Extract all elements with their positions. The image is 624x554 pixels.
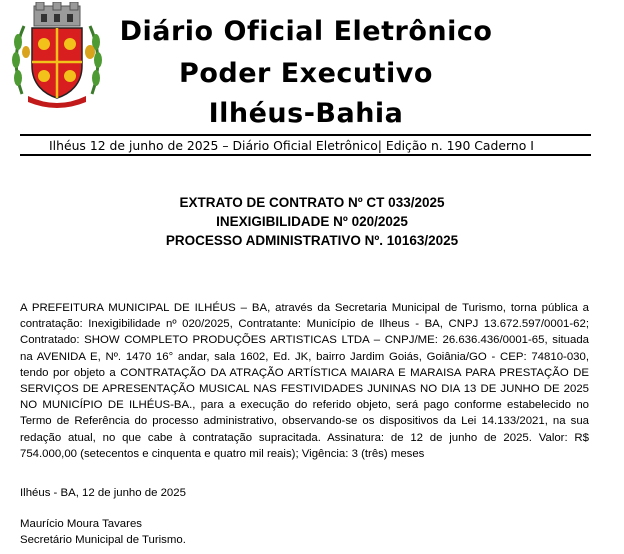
edition-line: Ilhéus 12 de junho de 2025 – Diário Oficial Eletrônico| Edição n. 190 Caderno I xyxy=(49,138,534,153)
gazette-title: Diário Oficial Eletrônico xyxy=(119,16,493,47)
place-date: Ilhéus - BA, 12 de junho de 2025 xyxy=(20,487,186,499)
document-process-number: PROCESSO ADMINISTRATIVO Nº. 10163/2025 xyxy=(165,233,459,248)
signatory-name: Maurício Moura Tavares xyxy=(20,518,142,530)
gazette-subtitle: Poder Executivo xyxy=(179,58,433,89)
header-rule-bottom xyxy=(20,154,591,156)
document-body: A PREFEITURA MUNICIPAL DE ILHÉUS – BA, através da Secretaria Municipal de Turismo, torna pública a contratação: Inexigibilidade nº 020/2025, Contratante: Município de Ilheus - BA, CNPJ 13.672.597/0001-62; Contratado: SHOW COMPLETO PRODUÇÕES ARTISTICAS LTDA – CNPJ/ME: 26.636.436/0001-65, situada na AVENIDA E, Nº. 1470 16° andar, sala 1602, Ed. JK, bairro Jardim Goiás, Goiânia/GO - CEP: 74810-030, tendo por objeto a CONTRATAÇÃO DA ATRAÇÃO ARTÍSTICA MAIARA E MARAISA PARA PRESTAÇÃO DE SERVIÇOS DE APRESENTAÇÃO MUSICAL NAS FESTIVIDADES JUNINAS NO DIA 13 DE JUNHO DE 2025 NO MUNICÍPIO DE ILHÉUS-BA., para a execução do referido objeto, será pago conforme estabelecido no Termo de Referência do processo administrativo, observando-se os dispositivos da Lei 14.133/2021, na sua redação atual, no que cabe à contratação supracitada. Assinatura: de 12 de junho de 2025. Valor: R$ 754.000,00 (setecentos e cinquenta e quatro mil reais); Vigência: 3 (três) meses xyxy=(20,302,589,460)
ilheus-coat-of-arms-icon xyxy=(8,2,106,108)
signatory-role: Secretário Municipal de Turismo. xyxy=(20,534,186,546)
header-rule-top xyxy=(20,134,591,136)
document-subheading: INEXIGIBILIDADE Nº 020/2025 xyxy=(216,214,408,229)
gazette-city: Ilhéus-Bahia xyxy=(208,98,404,129)
document-heading: EXTRATO DE CONTRATO Nº CT 033/2025 xyxy=(179,195,445,210)
